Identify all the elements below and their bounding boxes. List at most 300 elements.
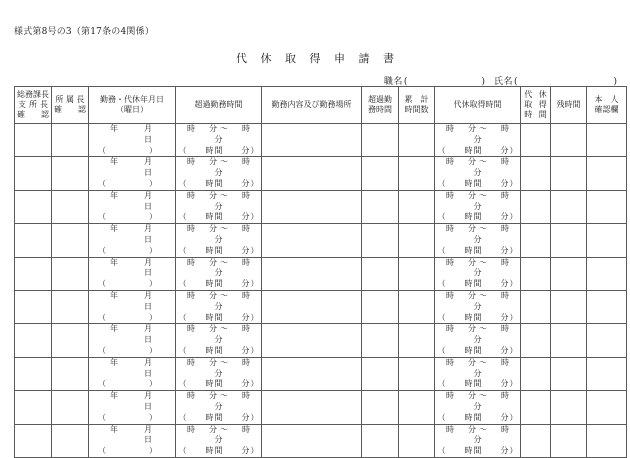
cell-cumulative-hours-value[interactable] <box>399 291 434 323</box>
cell-somu-confirm[interactable] <box>15 357 52 390</box>
cell-work-content-place[interactable] <box>262 157 362 190</box>
cell-work-content-place-value[interactable] <box>262 391 361 423</box>
cell-leave-taken-hours[interactable] <box>521 290 551 323</box>
cell-work-leave-date[interactable] <box>89 224 176 257</box>
cell-leave-taken-time-line2: （ 時間 分） <box>437 279 519 289</box>
cell-leave-taken-time[interactable] <box>435 190 521 223</box>
header-line: 本 人 <box>594 95 619 104</box>
cell-overtime-hours-narrow[interactable] <box>362 224 399 257</box>
table-body <box>15 124 627 458</box>
cell-remaining-hours[interactable] <box>551 324 587 357</box>
cell-leave-taken-hours[interactable] <box>521 324 551 357</box>
cell-overtime-hours-line2: （ 時間 分） <box>178 145 260 155</box>
cell-work-leave-date[interactable] <box>89 157 176 190</box>
cell-work-leave-date-line2: （ ） <box>98 312 166 322</box>
cell-leave-taken-time-line2: （ 時間 分） <box>437 178 519 188</box>
cell-leave-taken-time-line2: （ 時間 分） <box>437 312 519 322</box>
table-row <box>15 157 627 190</box>
header-line: 超過勤 <box>368 95 392 104</box>
cell-overtime-hours-narrow[interactable] <box>362 290 399 323</box>
cell-work-leave-date[interactable] <box>89 357 176 390</box>
table-row <box>15 224 627 257</box>
cell-self-confirm[interactable] <box>587 190 627 223</box>
cell-overtime-hours-narrow-value[interactable] <box>362 358 398 390</box>
table-row <box>15 124 627 157</box>
cell-leave-taken-time-line1: 時 分～ 時 分 <box>446 357 523 378</box>
cell-leave-taken-time-line1: 時 分～ 時 分 <box>446 190 523 211</box>
cell-work-leave-date-line2: （ ） <box>98 345 166 355</box>
header-line: （曜日） <box>116 105 148 114</box>
cell-overtime-hours-line2: （ 時間 分） <box>178 312 260 322</box>
cell-work-leave-date-line2: （ ） <box>98 245 166 255</box>
header-line: 確認欄 <box>594 105 619 114</box>
cell-shozokucho-confirm[interactable] <box>52 357 89 390</box>
header-line: 代 休 <box>524 90 549 99</box>
header-line: 所 属 長 <box>55 95 85 104</box>
cell-cumulative-hours-value[interactable] <box>399 425 434 457</box>
col-header-leave-taken-hours <box>521 87 551 124</box>
cell-work-content-place-value[interactable] <box>262 191 361 223</box>
cell-somu-confirm[interactable] <box>15 324 52 357</box>
cell-remaining-hours-value[interactable] <box>551 191 586 223</box>
cell-remaining-hours-value[interactable] <box>551 157 586 189</box>
cell-overtime-hours[interactable] <box>176 157 262 190</box>
cell-overtime-hours[interactable] <box>176 124 262 157</box>
cell-remaining-hours[interactable] <box>551 124 587 157</box>
cell-work-leave-date[interactable] <box>89 257 176 290</box>
cell-leave-taken-time[interactable] <box>435 391 521 424</box>
cell-work-leave-date-line1: 年 月 日 <box>110 424 178 445</box>
cell-work-content-place-value[interactable] <box>262 291 361 323</box>
cell-overtime-hours-narrow-value[interactable] <box>362 425 398 457</box>
cell-somu-confirm[interactable] <box>15 157 52 190</box>
cell-somu-confirm-value[interactable] <box>15 157 51 189</box>
cell-cumulative-hours-value[interactable] <box>399 324 434 356</box>
cell-cumulative-hours[interactable] <box>399 257 435 290</box>
cell-somu-confirm-value[interactable] <box>15 124 51 156</box>
cell-work-leave-date-line1: 年 月 日 <box>110 357 178 378</box>
cell-overtime-hours-narrow[interactable] <box>362 257 399 290</box>
cell-work-leave-date-line2: （ ） <box>98 379 166 389</box>
cell-remaining-hours-value[interactable] <box>551 358 586 390</box>
cell-overtime-hours-line1: 時 分～ 時 分 <box>187 124 264 144</box>
cell-leave-taken-time[interactable] <box>435 424 521 457</box>
cell-work-leave-date-line2: （ ） <box>98 145 166 155</box>
cell-overtime-hours[interactable] <box>176 391 262 424</box>
cell-leave-taken-time-line2: （ 時間 分） <box>437 379 519 389</box>
cell-leave-taken-hours-value[interactable] <box>521 157 550 189</box>
cell-overtime-hours-line2: （ 時間 分） <box>178 345 260 355</box>
cell-remaining-hours[interactable] <box>551 224 587 257</box>
cell-shozokucho-confirm-value[interactable] <box>52 258 88 290</box>
cell-leave-taken-hours-value[interactable] <box>521 191 550 223</box>
cell-remaining-hours[interactable] <box>551 391 587 424</box>
cell-shozokucho-confirm-value[interactable] <box>52 224 88 256</box>
cell-work-leave-date-line1: 年 月 日 <box>110 324 178 345</box>
job-title-paren-open: ( <box>403 77 408 87</box>
cell-overtime-hours[interactable] <box>176 224 262 257</box>
cell-work-leave-date-line2: （ ） <box>98 412 166 422</box>
cell-cumulative-hours[interactable] <box>399 290 435 323</box>
cell-work-content-place-value[interactable] <box>262 124 361 156</box>
cell-cumulative-hours[interactable] <box>399 424 435 457</box>
cell-leave-taken-time-line2: （ 時間 分） <box>437 245 519 255</box>
cell-somu-confirm-value[interactable] <box>15 391 51 423</box>
cell-work-leave-date-line1: 年 月 日 <box>110 124 178 144</box>
cell-leave-taken-hours-value[interactable] <box>521 258 550 290</box>
cell-leave-taken-time[interactable] <box>435 257 521 290</box>
cell-overtime-hours-narrow-value[interactable] <box>362 324 398 356</box>
cell-overtime-hours-line2: （ 時間 分） <box>178 212 260 222</box>
cell-overtime-hours-narrow[interactable] <box>362 391 399 424</box>
cell-cumulative-hours-value[interactable] <box>399 224 434 256</box>
cell-overtime-hours-narrow[interactable] <box>362 357 399 390</box>
cell-self-confirm[interactable] <box>587 424 627 457</box>
name-paren-close: ) <box>613 77 617 87</box>
cell-work-leave-date[interactable] <box>89 124 176 157</box>
cell-remaining-hours-value[interactable] <box>551 391 586 423</box>
cell-work-leave-date-line2: （ ） <box>98 178 166 188</box>
cell-leave-taken-time[interactable] <box>435 157 521 190</box>
cell-shozokucho-confirm[interactable] <box>52 190 89 223</box>
cell-self-confirm[interactable] <box>587 357 627 390</box>
cell-remaining-hours[interactable] <box>551 290 587 323</box>
cell-self-confirm-value[interactable] <box>587 425 626 457</box>
cell-work-content-place[interactable] <box>262 424 362 457</box>
table-row <box>15 391 627 424</box>
cell-work-content-place-value[interactable] <box>262 157 361 189</box>
cell-remaining-hours-value[interactable] <box>551 425 586 457</box>
cell-somu-confirm-value[interactable] <box>15 224 51 256</box>
cell-remaining-hours[interactable] <box>551 257 587 290</box>
cell-somu-confirm[interactable] <box>15 124 52 157</box>
cell-cumulative-hours[interactable] <box>399 190 435 223</box>
cell-overtime-hours-line1: 時 分～ 時 分 <box>187 190 264 211</box>
cell-overtime-hours-narrow[interactable] <box>362 324 399 357</box>
cell-overtime-hours-line1: 時 分～ 時 分 <box>187 324 264 345</box>
cell-remaining-hours-value[interactable] <box>551 324 586 356</box>
cell-cumulative-hours-value[interactable] <box>399 191 434 223</box>
cell-remaining-hours-value[interactable] <box>551 258 586 290</box>
cell-somu-confirm[interactable] <box>15 290 52 323</box>
cell-leave-taken-time-line2: （ 時間 分） <box>437 212 519 222</box>
name-label: 氏名 <box>493 77 513 87</box>
cell-overtime-hours[interactable] <box>176 190 262 223</box>
cell-self-confirm[interactable] <box>587 257 627 290</box>
cell-remaining-hours-value[interactable] <box>551 291 586 323</box>
cell-self-confirm-value[interactable] <box>587 157 626 189</box>
cell-work-leave-date-line1: 年 月 日 <box>110 391 178 411</box>
cell-work-leave-date-line1: 年 月 日 <box>110 224 178 244</box>
cell-overtime-hours-narrow-value[interactable] <box>362 291 398 323</box>
cell-shozokucho-confirm-value[interactable] <box>52 391 88 423</box>
cell-leave-taken-time[interactable] <box>435 324 521 357</box>
cell-work-content-place[interactable] <box>262 224 362 257</box>
cell-self-confirm-value[interactable] <box>587 358 626 390</box>
cell-overtime-hours-narrow-value[interactable] <box>362 157 398 189</box>
cell-work-leave-date[interactable] <box>89 391 176 424</box>
cell-overtime-hours[interactable] <box>176 324 262 357</box>
cell-work-leave-date-line1: 年 月 日 <box>110 190 178 211</box>
table-row <box>15 357 627 390</box>
cell-self-confirm[interactable] <box>587 157 627 190</box>
cell-leave-taken-time-line2: （ 時間 分） <box>437 345 519 355</box>
cell-somu-confirm[interactable] <box>15 224 52 257</box>
cell-overtime-hours-narrow-value[interactable] <box>362 258 398 290</box>
cell-overtime-hours-line1: 時 分～ 時 分 <box>187 257 264 278</box>
cell-overtime-hours-line1: 時 分～ 時 分 <box>187 290 264 311</box>
cell-overtime-hours-line1: 時 分～ 時 分 <box>187 391 264 411</box>
cell-self-confirm-value[interactable] <box>587 291 626 323</box>
cell-overtime-hours-line1: 時 分～ 時 分 <box>187 424 264 445</box>
cell-somu-confirm-value[interactable] <box>15 358 51 390</box>
table-row <box>15 424 627 457</box>
form-code: 様式第8号の3（第17条の4関係） <box>14 27 155 37</box>
cell-somu-confirm-value[interactable] <box>15 258 51 290</box>
cell-leave-taken-hours[interactable] <box>521 190 551 223</box>
cell-work-leave-date[interactable] <box>89 290 176 323</box>
cell-overtime-hours-line2: （ 時間 分） <box>178 446 260 456</box>
header-line: 務時間 <box>368 105 392 114</box>
cell-self-confirm[interactable] <box>587 391 627 424</box>
cell-self-confirm-value[interactable] <box>587 224 626 256</box>
cell-shozokucho-confirm[interactable] <box>52 290 89 323</box>
cell-overtime-hours-narrow-value[interactable] <box>362 224 398 256</box>
cell-cumulative-hours-value[interactable] <box>399 391 434 423</box>
cell-work-content-place[interactable] <box>262 190 362 223</box>
cell-remaining-hours[interactable] <box>551 357 587 390</box>
cell-remaining-hours-value[interactable] <box>551 224 586 256</box>
table-row <box>15 324 627 357</box>
leave-application-table <box>14 86 627 458</box>
cell-leave-taken-hours-value[interactable] <box>521 425 550 457</box>
cell-leave-taken-time-line1: 時 分～ 時 分 <box>446 224 523 244</box>
cell-leave-taken-time[interactable] <box>435 224 521 257</box>
col-header-remaining-hours <box>551 87 587 124</box>
cell-overtime-hours[interactable] <box>176 357 262 390</box>
cell-work-content-place[interactable] <box>262 257 362 290</box>
cell-overtime-hours-narrow-value[interactable] <box>362 391 398 423</box>
name-paren-open: ( <box>513 77 518 87</box>
table-row <box>15 190 627 223</box>
cell-cumulative-hours-value[interactable] <box>399 124 434 156</box>
cell-work-content-place-value[interactable] <box>262 358 361 390</box>
cell-self-confirm[interactable] <box>587 324 627 357</box>
cell-work-content-place-value[interactable] <box>262 324 361 356</box>
cell-overtime-hours-narrow[interactable] <box>362 424 399 457</box>
cell-somu-confirm-value[interactable] <box>15 291 51 323</box>
cell-self-confirm-value[interactable] <box>587 124 626 156</box>
cell-leave-taken-hours-value[interactable] <box>521 124 550 156</box>
cell-cumulative-hours[interactable] <box>399 124 435 157</box>
cell-self-confirm-value[interactable] <box>587 191 626 223</box>
cell-leave-taken-hours[interactable] <box>521 157 551 190</box>
cell-cumulative-hours[interactable] <box>399 324 435 357</box>
cell-overtime-hours[interactable] <box>176 257 262 290</box>
header-line: 代休取得時間 <box>453 100 502 109</box>
cell-shozokucho-confirm[interactable] <box>52 257 89 290</box>
cell-overtime-hours-narrow-value[interactable] <box>362 191 398 223</box>
cell-self-confirm-value[interactable] <box>587 391 626 423</box>
header-line: 取 得 <box>524 100 549 109</box>
cell-shozokucho-confirm-value[interactable] <box>52 358 88 390</box>
cell-shozokucho-confirm[interactable] <box>52 324 89 357</box>
header-line: 勤務・代休年月日 <box>100 95 164 104</box>
cell-somu-confirm[interactable] <box>15 257 52 290</box>
col-header-somu-confirm <box>15 87 52 124</box>
cell-work-content-place[interactable] <box>262 357 362 390</box>
cell-overtime-hours-line2: （ 時間 分） <box>178 279 260 289</box>
cell-shozokucho-confirm-value[interactable] <box>52 157 88 189</box>
cell-remaining-hours[interactable] <box>551 424 587 457</box>
cell-somu-confirm[interactable] <box>15 391 52 424</box>
cell-leave-taken-time[interactable] <box>435 357 521 390</box>
cell-work-leave-date-line1: 年 月 日 <box>110 257 178 278</box>
cell-shozokucho-confirm[interactable] <box>52 157 89 190</box>
cell-work-leave-date[interactable] <box>89 424 176 457</box>
cell-work-leave-date[interactable] <box>89 324 176 357</box>
cell-cumulative-hours-value[interactable] <box>399 258 434 290</box>
cell-work-leave-date-line1: 年 月 日 <box>110 157 178 178</box>
cell-work-leave-date-line2: （ ） <box>98 279 166 289</box>
header-line: 確 認 <box>54 105 86 114</box>
header-line: 時 間 <box>524 110 549 119</box>
header-line: 総務課長 <box>17 90 49 99</box>
cell-overtime-hours-line1: 時 分～ 時 分 <box>187 157 264 178</box>
cell-cumulative-hours[interactable] <box>399 157 435 190</box>
cell-overtime-hours-line2: （ 時間 分） <box>178 379 260 389</box>
cell-remaining-hours[interactable] <box>551 190 587 223</box>
cell-overtime-hours[interactable] <box>176 424 262 457</box>
cell-overtime-hours-line1: 時 分～ 時 分 <box>187 224 264 244</box>
cell-work-leave-date-line2: （ ） <box>98 212 166 222</box>
cell-leave-taken-hours-value[interactable] <box>521 358 550 390</box>
cell-cumulative-hours[interactable] <box>399 357 435 390</box>
cell-leave-taken-hours-value[interactable] <box>521 291 550 323</box>
col-header-work-leave-date <box>89 87 176 124</box>
cell-leave-taken-time[interactable] <box>435 290 521 323</box>
cell-shozokucho-confirm-value[interactable] <box>52 191 88 223</box>
cell-overtime-hours-narrow-value[interactable] <box>362 124 398 156</box>
cell-leave-taken-time-line2: （ 時間 分） <box>437 446 519 456</box>
cell-shozokucho-confirm-value[interactable] <box>52 124 88 156</box>
cell-leave-taken-time-line1: 時 分～ 時 分 <box>446 257 523 278</box>
header-line: 支所長 <box>18 100 51 109</box>
col-header-self-confirm <box>587 87 627 124</box>
cell-leave-taken-hours[interactable] <box>521 391 551 424</box>
header-line: 累 計 <box>404 95 429 104</box>
cell-leave-taken-hours-value[interactable] <box>521 391 550 423</box>
cell-shozokucho-confirm[interactable] <box>52 391 89 424</box>
cell-overtime-hours-narrow[interactable] <box>362 190 399 223</box>
cell-shozokucho-confirm-value[interactable] <box>52 425 88 457</box>
cell-leave-taken-time[interactable] <box>435 124 521 157</box>
cell-shozokucho-confirm[interactable] <box>52 224 89 257</box>
cell-work-leave-date[interactable] <box>89 190 176 223</box>
cell-overtime-hours-line2: （ 時間 分） <box>178 245 260 255</box>
cell-leave-taken-hours[interactable] <box>521 124 551 157</box>
col-header-work-content-place <box>262 87 362 124</box>
cell-self-confirm-value[interactable] <box>587 324 626 356</box>
cell-leave-taken-time-line2: （ 時間 分） <box>437 145 519 155</box>
job-title-label: 職名 <box>383 77 403 87</box>
job-title-paren-close: ) <box>481 77 485 87</box>
col-header-overtime-hours <box>176 87 262 124</box>
cell-shozokucho-confirm-value[interactable] <box>52 324 88 356</box>
cell-self-confirm[interactable] <box>587 290 627 323</box>
cell-leave-taken-time-line1: 時 分～ 時 分 <box>446 391 523 411</box>
cell-leave-taken-hours[interactable] <box>521 357 551 390</box>
cell-overtime-hours[interactable] <box>176 290 262 323</box>
cell-overtime-hours-narrow[interactable] <box>362 157 399 190</box>
cell-overtime-hours-narrow[interactable] <box>362 124 399 157</box>
cell-work-content-place-value[interactable] <box>262 224 361 256</box>
cell-somu-confirm-value[interactable] <box>15 191 51 223</box>
cell-leave-taken-hours[interactable] <box>521 257 551 290</box>
header-line: 時間数 <box>404 105 429 114</box>
cell-work-content-place-value[interactable] <box>262 425 361 457</box>
cell-work-leave-date-line2: （ ） <box>98 446 166 456</box>
cell-cumulative-hours-value[interactable] <box>399 358 434 390</box>
cell-cumulative-hours[interactable] <box>399 224 435 257</box>
cell-work-content-place[interactable] <box>262 124 362 157</box>
cell-cumulative-hours-value[interactable] <box>399 157 434 189</box>
col-header-shozokucho-confirm <box>52 87 89 124</box>
col-header-overtime-hours-narrow <box>362 87 399 124</box>
cell-somu-confirm[interactable] <box>15 424 52 457</box>
cell-overtime-hours-line2: （ 時間 分） <box>178 412 260 422</box>
cell-self-confirm-value[interactable] <box>587 258 626 290</box>
cell-overtime-hours-line1: 時 分～ 時 分 <box>187 357 264 378</box>
cell-leave-taken-hours-value[interactable] <box>521 324 550 356</box>
table-row <box>15 257 627 290</box>
cell-work-leave-date-line1: 年 月 日 <box>110 290 178 311</box>
cell-work-content-place-value[interactable] <box>262 258 361 290</box>
cell-somu-confirm-value[interactable] <box>15 324 51 356</box>
cell-somu-confirm-value[interactable] <box>15 425 51 457</box>
cell-leave-taken-time-line2: （ 時間 分） <box>437 412 519 422</box>
cell-shozokucho-confirm[interactable] <box>52 424 89 457</box>
cell-cumulative-hours[interactable] <box>399 391 435 424</box>
header-line: 超過勤務時間 <box>194 100 243 109</box>
cell-leave-taken-hours[interactable] <box>521 424 551 457</box>
cell-leave-taken-hours-value[interactable] <box>521 224 550 256</box>
cell-work-content-place[interactable] <box>262 391 362 424</box>
cell-shozokucho-confirm[interactable] <box>52 124 89 157</box>
cell-leave-taken-time-line1: 時 分～ 時 分 <box>446 424 523 445</box>
cell-leave-taken-time-line1: 時 分～ 時 分 <box>446 157 523 178</box>
cell-self-confirm[interactable] <box>587 124 627 157</box>
col-header-leave-taken-time <box>435 87 521 124</box>
cell-leave-taken-time-line1: 時 分～ 時 分 <box>446 124 523 144</box>
header-line: 勤務内容及び勤務場所 <box>271 100 352 109</box>
cell-leave-taken-time-line1: 時 分～ 時 分 <box>446 290 523 311</box>
cell-shozokucho-confirm-value[interactable] <box>52 291 88 323</box>
cell-remaining-hours[interactable] <box>551 157 587 190</box>
header-line: 確 認 <box>17 110 49 119</box>
page-title: 代 休 取 得 申 請 書 <box>236 52 399 65</box>
cell-work-content-place[interactable] <box>262 324 362 357</box>
cell-work-content-place[interactable] <box>262 290 362 323</box>
cell-remaining-hours-value[interactable] <box>551 124 586 156</box>
cell-leave-taken-time-line1: 時 分～ 時 分 <box>446 324 523 345</box>
table-header-row <box>15 87 627 124</box>
cell-leave-taken-hours[interactable] <box>521 224 551 257</box>
cell-somu-confirm[interactable] <box>15 190 52 223</box>
header-line: 残時間 <box>556 100 581 109</box>
table-row <box>15 290 627 323</box>
cell-self-confirm[interactable] <box>587 224 627 257</box>
